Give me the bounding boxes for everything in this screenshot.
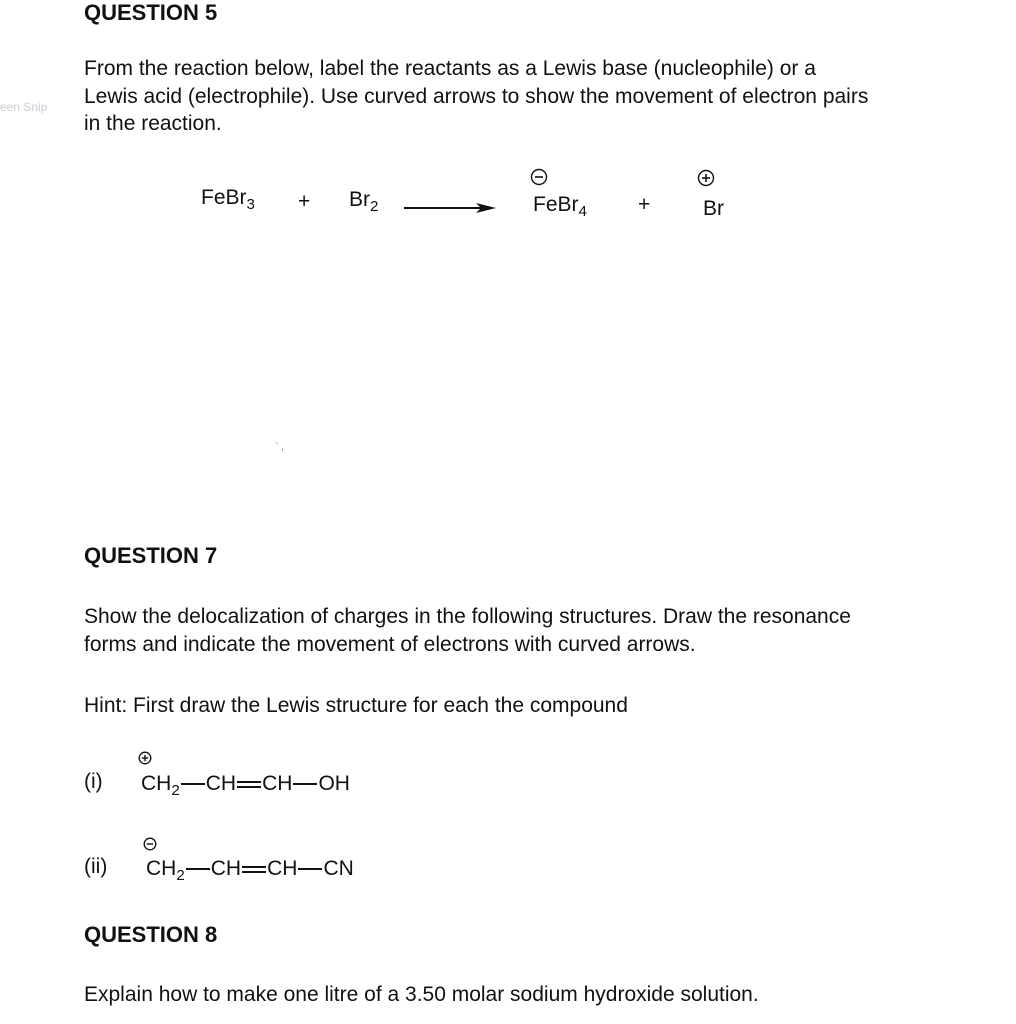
stray-marks: ` ,: [275, 442, 284, 453]
question-7-heading: QUESTION 7: [84, 543, 218, 568]
formula-ii: $CH_2$ CH CH CN: [146, 857, 354, 884]
reactant-br2: $Br_2$: [349, 188, 379, 215]
reaction-arrow-icon: [404, 201, 496, 215]
product-febr4: FeBr$_4$: [533, 193, 587, 220]
text-line: Lewis acid (electrophile). Use curved arrows to show the movement of electron pairs: [84, 84, 869, 108]
plus-sign: +: [298, 190, 311, 213]
double-bond: [237, 781, 261, 788]
item-label: (i): [84, 770, 103, 793]
single-bond: [293, 783, 317, 785]
watermark-text: een Snip: [0, 100, 48, 114]
minus-charge-icon: [143, 837, 157, 851]
item-label: (ii): [84, 855, 108, 878]
question-7-text: [84, 603, 851, 658]
question-5-text: [84, 55, 868, 138]
single-bond: [298, 868, 322, 870]
plus-charge-icon: [697, 169, 715, 187]
question-5-heading: QUESTION 5: [84, 0, 218, 25]
single-bond: [186, 868, 210, 870]
question-8-heading: QUESTION 8: [84, 922, 218, 947]
formula-i: $CH_2$ CH CH OH: [141, 772, 350, 799]
single-bond: [181, 783, 205, 785]
minus-charge-icon: [530, 168, 548, 186]
text-line: in the reaction.: [84, 112, 222, 135]
double-bond: [242, 866, 266, 873]
reactant-febr3: FeBr$_3$: [201, 186, 255, 213]
question-8-text: Explain how to make one litre of a 3.50 molar sodium hydroxide solution.: [84, 983, 759, 1006]
text-line: Show the delocalization of charges in the following structures. Draw the resonance: [84, 605, 851, 628]
plus-charge-icon: [138, 751, 152, 765]
text-line: forms and indicate the movement of electrons with curved arrows.: [84, 632, 696, 656]
question-7-hint: Hint: First draw the Lewis structure for each the compound: [84, 694, 628, 717]
text-line: From the reaction below, label the reactants as a Lewis base (nucleophile) or a: [84, 57, 816, 80]
plus-sign: +: [638, 193, 651, 216]
product-br-cation: Br: [703, 197, 724, 220]
